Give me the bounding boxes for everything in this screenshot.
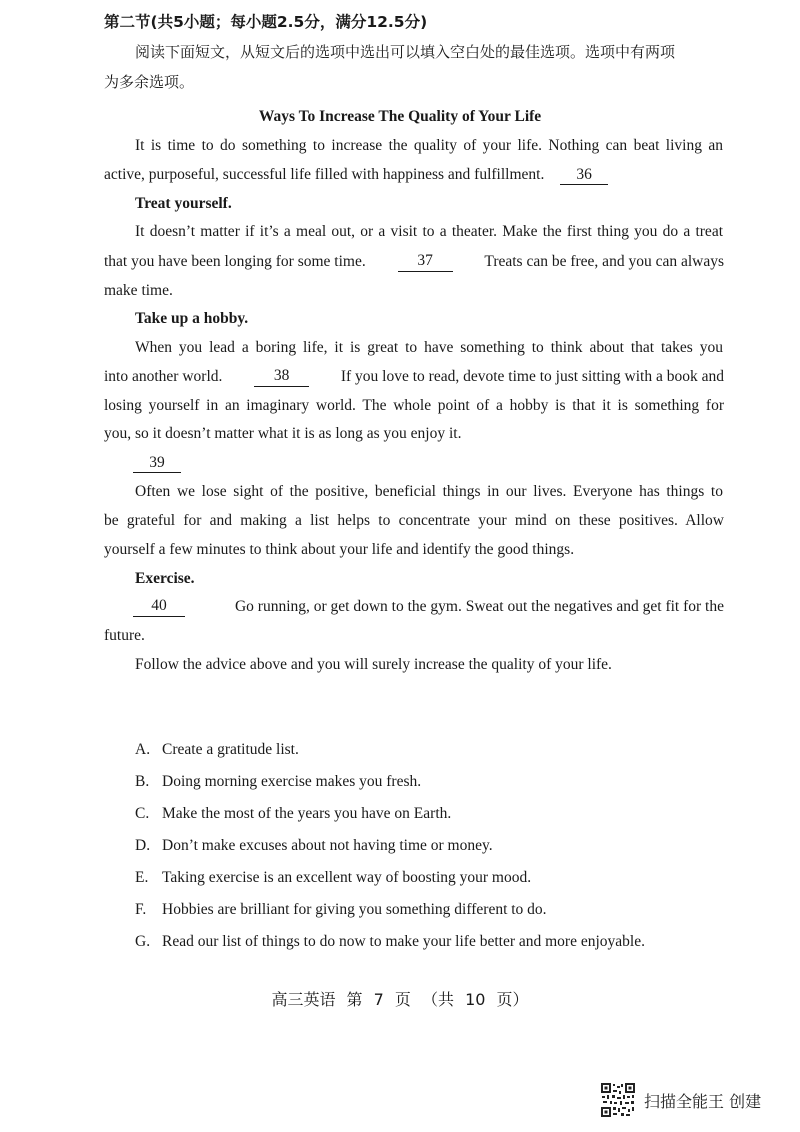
p5-line-1-text: Go running, or get down to the gym. Sweat out the negatives and get fit for the [234,598,724,615]
option-f-text: Hobbies are brilliant for giving you something different to do. [162,901,547,918]
option-a[interactable] [135,740,299,760]
option-a-text: Create a gratitude list. [162,741,299,758]
watermark-text: 扫描全能王 创建 [644,1092,762,1111]
option-f-letter: F. [135,901,147,918]
section-heading: 第二节(共5小题；每小题2.5分，满分12.5分) [104,13,428,31]
heading-treat-yourself: Treat yourself. [135,195,232,212]
blank-39[interactable]: 39 [133,454,181,473]
option-e-text: Taking exercise is an excellent way of boosting your mood. [162,869,532,886]
p3-line-3: losing yourself in an imaginary world. The whole point of a hobby is that it is something for [104,397,724,414]
heading-take-up-hobby: Take up a hobby. [135,310,249,327]
p6-line: Follow the advice above and you will surely increase the quality of your life. [135,656,612,673]
blank-40[interactable]: 40 [133,597,185,617]
instruction-line-1: 阅读下面短文，从短文后的选项中选出可以填入空白处的最佳选项。选项中有两项 [135,43,676,61]
p3-line-2 [104,367,724,387]
option-e[interactable] [135,868,531,888]
instruction-line-2: 为多余选项。 [104,73,195,91]
option-g[interactable] [135,932,645,952]
page-footer: 高三英语 第 7 页 （共 10 页） [271,990,529,1009]
blank-38[interactable]: 38 [254,367,309,387]
option-g-letter: G. [135,933,151,950]
scanner-watermark [600,1082,790,1118]
option-b-text: Doing morning exercise makes you fresh. [162,773,422,790]
option-d-text: Don’t make excuses about not having time or money. [162,837,493,854]
option-d-letter: D. [135,837,151,854]
option-d[interactable] [135,836,493,856]
option-c-letter: C. [135,805,150,822]
p3-line-1: When you lead a boring life, it is great to have something to think about that takes you [135,339,723,356]
p5-line-2: future. [104,627,145,644]
p2-line-1: It doesn’t matter if it’s a meal out, or a visit to a theater. Make the first thing you do a treat [135,223,723,240]
p2-line-2 [104,252,724,272]
p1-line-2-text: active, purposeful, successful life filled with happiness and fulfillment. [104,166,545,183]
option-e-letter: E. [135,869,149,886]
heading-exercise: Exercise. [135,570,195,587]
option-b[interactable] [135,772,421,792]
p4-line-2: be grateful for and making a list helps to concentrate your mind on these positives. Allow [104,512,724,529]
p1-line-2 [104,165,608,185]
p4-line-3: yourself a few minutes to think about your life and identify the good things. [104,541,575,558]
p1-line-1: It is time to do something to increase the quality of your life. Nothing can beat living an [135,137,723,154]
p2-line-2b: Treats can be free, and you can always [484,253,724,270]
p3-line-2b: If you love to read, devote time to just sitting with a book and [340,368,724,385]
blank-37[interactable]: 37 [398,252,453,272]
p4-line-1: Often we lose sight of the positive, beneficial things in our lives. Everyone has things to [135,483,723,500]
p3-line-2a: into another world. [104,368,223,385]
p2-line-3: make time. [104,282,173,299]
option-c-text: Make the most of the years you have on Earth. [162,805,452,822]
option-c[interactable] [135,804,451,824]
p5-line-1 [133,597,724,617]
p2-line-2a: that you have been longing for some time. [104,253,366,270]
option-b-letter: B. [135,773,150,790]
blank-39-line [133,453,181,473]
option-f[interactable] [135,900,547,920]
option-a-letter: A. [135,741,151,758]
option-g-text: Read our list of things to do now to make your life better and more enjoyable. [162,933,645,950]
p3-line-4: you, so it doesn’t matter what it is as long as you enjoy it. [104,425,462,442]
blank-36[interactable]: 36 [560,166,608,185]
passage-title: Ways To Increase The Quality of Your Life [258,108,542,125]
qr-code-icon [600,1082,636,1118]
